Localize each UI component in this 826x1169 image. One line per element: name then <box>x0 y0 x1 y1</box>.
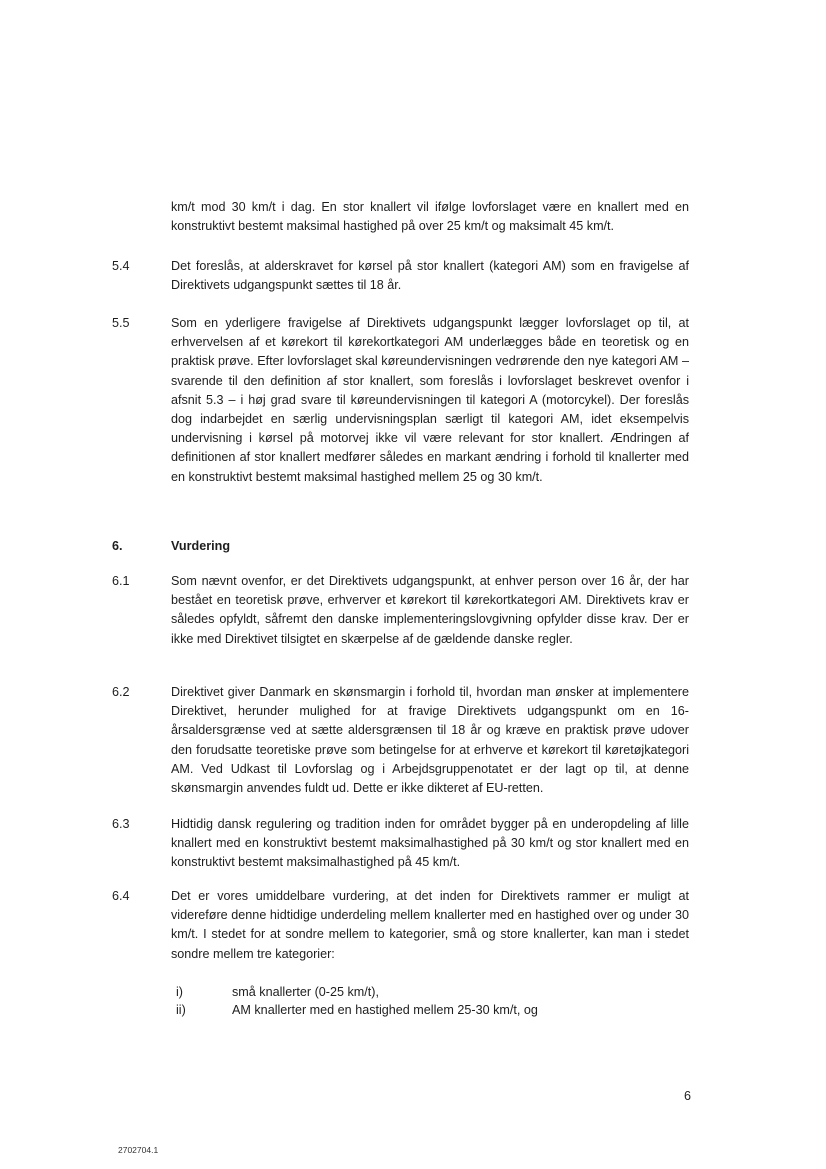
document-id: 2702704.1 <box>118 1145 159 1155</box>
section-text: Det foreslås, at alderskravet for kørsel på stor knallert (kategori AM) som en fravigelse af Direktivets udgangspunkt sættes til 18 år. <box>171 259 689 293</box>
section-text: Direktivet giver Danmark en skønsmargin i forhold til, hvordan man ønsker at implementere Direktivet, herunder mulighed for at fravige Direktivets udgangspunkt om en 16-årsaldersgrænse ved at sætte aldersgrænsen til 18 år og kræve en praktisk prøve udover den forudsatte teoretiske prøve som betingelse for at erhverve et kørekort til køretøjkategori AM. Ved Udkast til Lovforslag og i Arbejdsgruppenotatet er der lagt op til, at denne skønsmargin anvendes fuldt ud. Dette er ikke dikteret af EU-retten. <box>171 685 689 796</box>
section-number: 6.2 <box>112 685 130 699</box>
page-number: 6 <box>684 1089 692 1103</box>
heading-title: Vurdering <box>171 539 231 553</box>
section-number: 6.1 <box>112 574 130 588</box>
list-marker: ii) <box>176 1003 186 1017</box>
section-number: 6.4 <box>112 889 130 903</box>
section-number: 5.5 <box>112 316 130 330</box>
list-marker: i) <box>176 985 183 999</box>
section-number: 6.3 <box>112 817 130 831</box>
section-text: Som en yderligere fravigelse af Direktivets udgangspunkt lægger lovforslaget op til, at erhvervelsen af et kørekort til kørekortkategori AM underlægges både en teoretisk og en praktisk prøve. Efter lovforslaget skal køreundervisningen vedrørende den nye kategori AM – svarende til den definition af stor knallert, som foreslås i lovforslaget beskrevet ovenfor i afsnit 5.3 – i høj grad svare til køreundervisningen til kategori A (motorcykel). Der foreslås dog indarbejdet en særlig undervisningsplan særligt til kategori AM, idet eksempelvis undervisning i kørsel på motorvej ikke vil være relevant for stor knallert. Ændringen af definitionen af stor knallert medfører således en markant ændring i forhold til knallerter med en konstruktivt bestemt maksimal hastighed mellem 25 og 30 km/t. <box>171 316 689 484</box>
section-text: Som nævnt ovenfor, er det Direktivets udgangspunkt, at enhver person over 16 år, der har bestået en teoretisk prøve, erhverver et kørekort til kørekortkategori AM. Direktivets krav er således opfyldt, såfremt den danske implementeringslovgivning opfylder disse krav. Der er ikke med Direktivet tilsigtet en skærpelse af de gældende danske regler. <box>171 574 689 646</box>
list-text: AM knallerter med en hastighed mellem 25-30 km/t, og <box>232 1003 538 1017</box>
section-text: Det er vores umiddelbare vurdering, at det inden for Direktivets rammer er muligt at videreføre denne hidtidige underdeling mellem knallerter med en hastighed over og under 30 km/t. I stedet for at sondre mellem to kategorier, små og store knallerter, kan man i stedet sondre mellem tre kategorier: <box>171 889 689 961</box>
section-text: Hidtidig dansk regulering og tradition inden for området bygger på en underopdeling af lille knallert med en konstruktivt bestemt maksimalhastighed på 30 km/t og stor knallert med en konstruktivt bestemt maksimalhastighed på 45 km/t. <box>171 817 689 870</box>
intro-paragraph: km/t mod 30 km/t i dag. En stor knallert vil ifølge lovforslaget være en knallert med en konstruktivt bestemt maksimal hastighed på over 25 km/t og maksimalt 45 km/t. <box>171 200 689 234</box>
section-number: 5.4 <box>112 259 130 273</box>
heading-number: 6. <box>112 539 123 553</box>
list-text: små knallerter (0-25 km/t), <box>232 985 379 999</box>
